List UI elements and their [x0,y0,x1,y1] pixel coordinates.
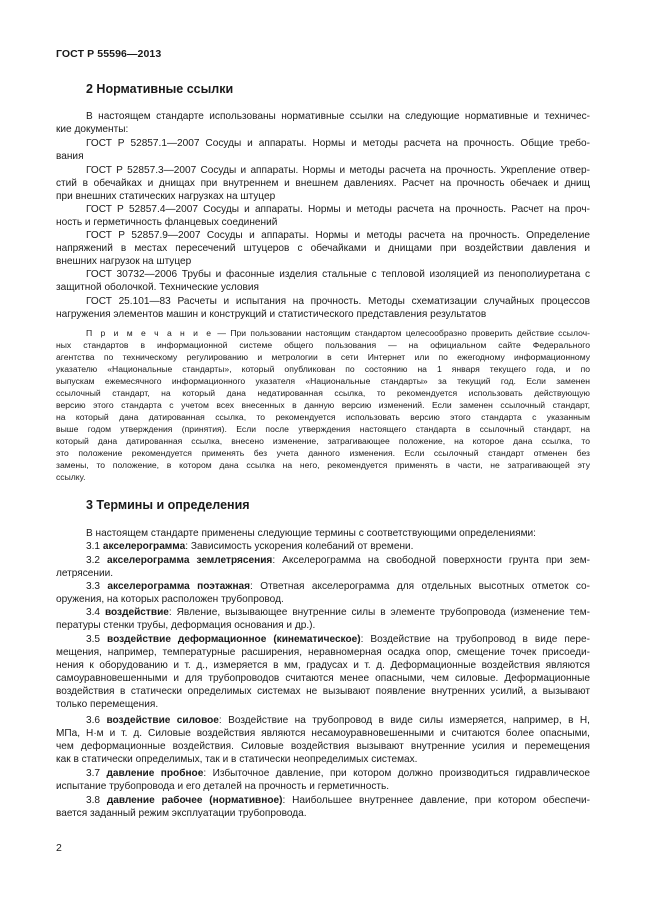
note-line: версию этого стандарта с учетом всех внесенных в данную версию изменений. Если заменен ссылочный стандарт, [56,400,590,410]
reference-line: ГОСТ 25.101—83 Расчеты и испытания на прочность. Методы схематизации случайных процессов [86,296,590,307]
term-3-1: 3.1 акселерограмма: Зависимость ускорения колебаний от времени. [86,541,414,552]
note-label: П р и м е ч а н и е [86,328,214,338]
term-line: летрясении. [56,568,114,579]
note-text: — При пользовании настоящим стандартом целесообразно проверить действие ссылоч- [213,328,590,338]
term-3-4: 3.4 воздействие: Явление, вызывающее внутренние силы в элементе трубопровода (изменение тем- [86,607,590,618]
term-name: воздействие [104,607,169,618]
term-line: оружения, на которых расположен трубопровод. [56,594,284,605]
reference-line: защитной оболочкой. Технические условия [56,282,259,293]
term-line: вается заданный режим эксплуатации трубопровода. [56,808,307,819]
term-name: воздействие деформационное (кинематическое) [107,634,361,645]
note-line: ссылку. [56,472,86,482]
reference-line: внешних нагрузок на штуцер [56,256,192,267]
note-line: ных стандартов в информационной системе общего пользования — на официальном сайте Федерального [56,340,590,350]
reference-line: нагружения элементов машин и конструкций и статистического представления результатов [56,309,487,320]
reference-line: ГОСТ Р 52857.1—2007 Сосуды и аппараты. Нормы и методы расчета на прочность. Общие требо- [86,138,590,149]
reference-line: напряжений в местах пересечений штуцеров с обечайками и днищами при воздействии давления и [56,243,590,254]
note-line: на который дана датированная ссылка, то рекомендуется использовать версию этого стандарта с указанным [56,412,590,422]
reference-line: при внешних статических нагрузках на штуцер [56,191,276,202]
note-line: выпускам ежемесячного информационного указателя «Национальные стандарты» за текущий год. Если заменен [56,376,590,386]
term-3-2: 3.2 акселерограмма землетрясения: Акселерограмма на свободной поверхности грунта при зем- [86,555,590,566]
section-3-intro: В настоящем стандарте применены следующие термины с соответствующими определениями: [86,528,536,539]
note-line: указателю «Национальные стандарты», который опубликован по состоянию на 1 января текущего года, и по [56,364,590,374]
term-3-5: 3.5 воздействие деформационное (кинематическое): Воздействие на трубопровод в виде пере- [86,634,590,645]
term-line: только перемещения. [56,699,159,710]
section-3-title: 3 Термины и определения [86,498,250,512]
term-name: воздействие силовое [106,715,219,726]
reference-line: ность и герметичность фланцевых соединений [56,217,278,228]
term-line: МПа, Н·м и т. д. Силовые воздействия являются несамоуравновешенными и считаются более опасными, [56,728,590,739]
note-line: замены, то положение, в котором дана ссылка на него, рекомендуется применять в части, не затрагивающей эту [56,460,590,470]
term-3-6: 3.6 воздействие силовое: Воздействие на трубопровод в виде силы измеряется, например, в Н, [86,715,590,726]
term-3-3: 3.3 акселерограмма поэтажная: Ответная акселерограмма для отдельных высотных отметок со- [86,581,590,592]
term-name: акселерограмма [102,541,186,552]
reference-line: ГОСТ Р 52857.3—2007 Сосуды и аппараты. Нормы и методы расчета на прочность. Укрепление отвер- [86,165,590,176]
term-name: давление пробное [106,768,204,779]
reference-line: ГОСТ 30732—2006 Трубы и фасонные изделия стальные с тепловой изоляцией из пенополиуретана с [86,269,590,280]
term-line: испытание трубопровода и его деталей на прочность и герметичность. [56,781,390,792]
term-name: акселерограмма поэтажная [107,581,251,592]
term-name: акселерограмма землетрясения [107,555,273,566]
note-line: агентства по техническому регулированию и метрологии в сети Интернет или по ежегодному информационному [56,352,590,362]
term-line: пературы стенки трубы, деформация основания и др.). [56,620,316,631]
standard-header: ГОСТ Р 55596—2013 [56,48,162,60]
term-line: как в статически определимых, так и в статически неопределимых системах. [56,754,418,765]
note-line: выше годом утверждения (принятия). Если после утверждения настоящего стандарта в ссылочный стандарт, на [56,424,590,434]
term-line: самоуравновешенными и для трубопроводов считаются менее опасными, чем силовые. Деформационные [56,673,590,684]
note-line: это положение рекомендуется применять без учета данного изменения. Если ссылочный стандарт отменен без [56,448,590,458]
term-line: чем деформационные воздействия. Силовые воздействия вызывают внутренние усилия и перемещения [56,741,590,752]
note-first-line [86,327,590,339]
note-line: который дана датированная ссылка, внесено изменение, затрагивающее положение, на которое дана ссылка, то [56,436,590,446]
term-line: нения к оборудованию и т. д., измеряется в мм, градусах и т. д. Деформационные воздействия являются [56,660,590,671]
term-line: воздействия в статически определимых системах не вызывают появление внутренних усилий, а вызывают [56,686,590,697]
page-number: 2 [56,842,62,854]
section-2-intro-line: В настоящем стандарте использованы нормативные ссылки на следующие нормативные и техничес- [86,111,590,122]
reference-line: ГОСТ Р 52857.9—2007 Сосуды и аппараты. Нормы и методы расчета на прочность. Определение [86,230,590,241]
term-name: давление рабочее (нормативное) [106,795,283,806]
note-line: ссылочный стандарт, на который дана недатированная ссылка, то рекомендуется использовать действующую [56,388,590,398]
term-line: мещения, например, температурные расширения, неравномерная осадка опор, смещение точек присоеди- [56,647,590,658]
term-3-7: 3.7 давление пробное: Избыточное давление, при котором должно производиться гидравлическое [86,768,590,779]
section-2-intro-line: кие документы: [56,124,129,135]
term-3-8: 3.8 давление рабочее (нормативное): Наибольшее внутреннее давление, при котором обеспечи- [86,795,590,806]
section-2-title: 2 Нормативные ссылки [86,82,234,96]
reference-line: ГОСТ Р 52857.4—2007 Сосуды и аппараты. Нормы и методы расчета на прочность. Расчет на проч- [86,204,590,215]
reference-line: вания [56,151,84,162]
reference-line: стий в обечайках и днищах при внутреннем и внешнем давлениях. Расчет на прочность обечаек и днищ [56,178,590,189]
